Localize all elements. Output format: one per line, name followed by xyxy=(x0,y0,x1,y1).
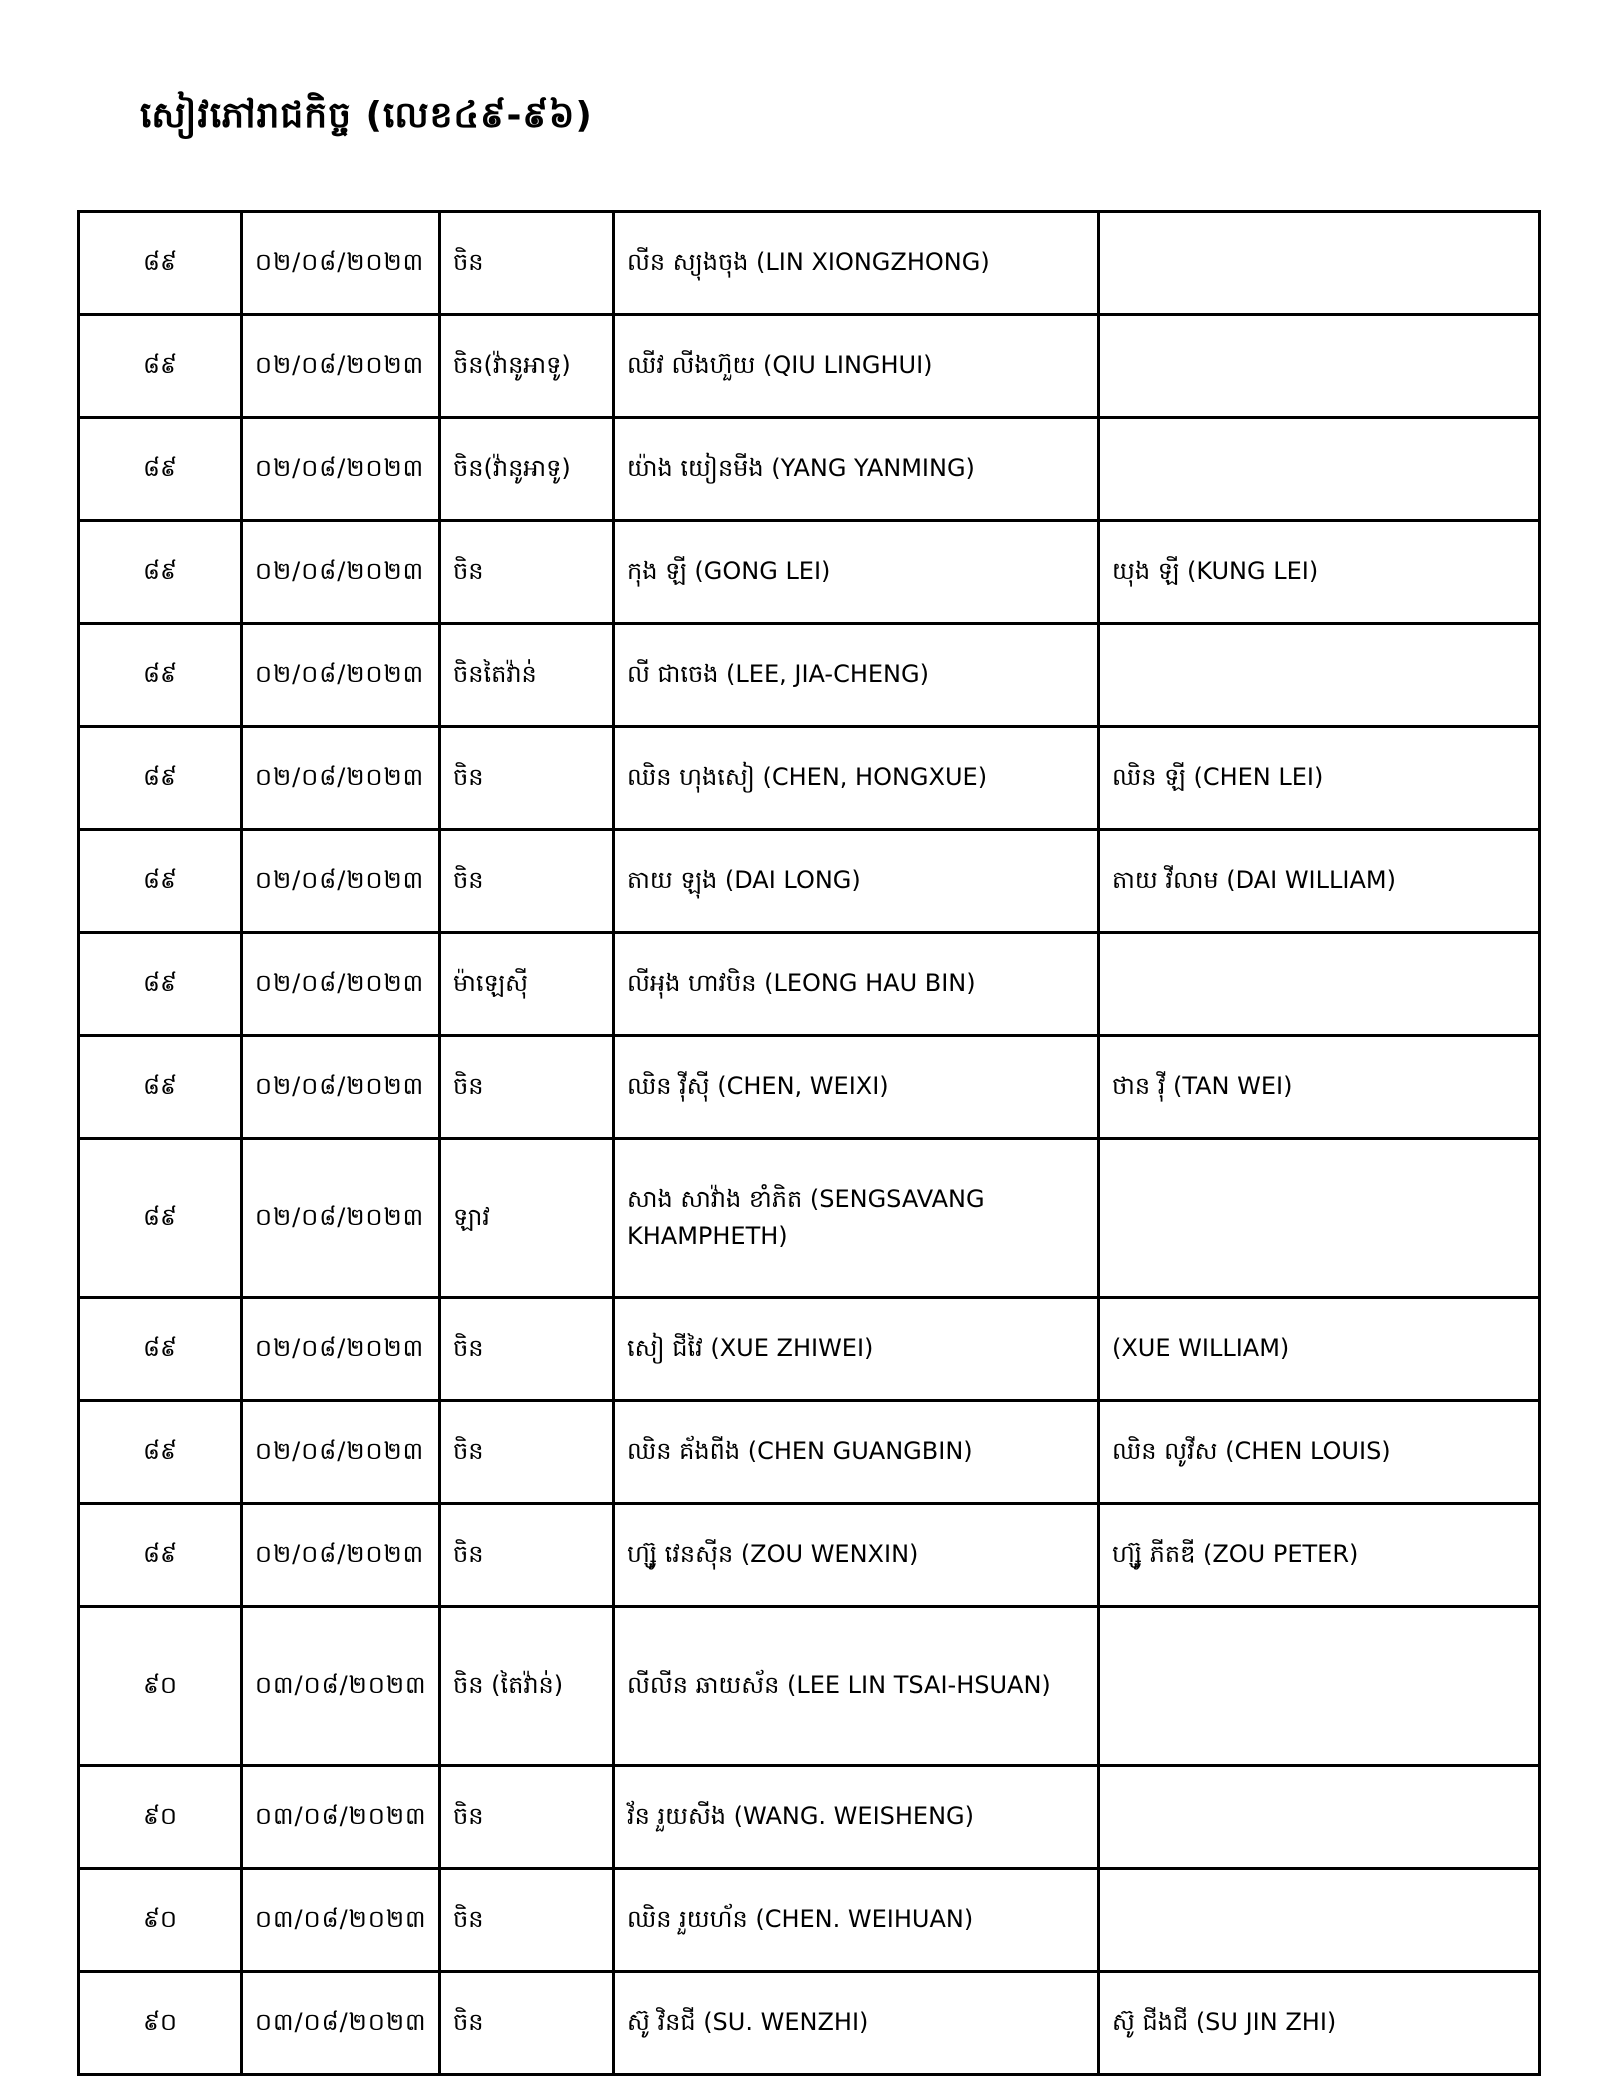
nationality-cell: ឡាវ xyxy=(440,1139,614,1298)
nationality-cell: ចិន xyxy=(440,1401,614,1504)
row-number-cell: ៨៩ xyxy=(79,1139,242,1298)
gazette-table xyxy=(77,210,1541,2076)
name-cell: ហ្ស៊ូ វេនស៊ីន (ZOU WENXIN) xyxy=(614,1504,1099,1607)
table-row xyxy=(79,1298,1540,1401)
table-row xyxy=(79,624,1540,727)
table-row xyxy=(79,1504,1540,1607)
name-cell: ឈិន វ៉ីស៊ី (CHEN, WEIXI) xyxy=(614,1036,1099,1139)
date-cell: ០២/០៨/២០២៣ xyxy=(242,1401,440,1504)
name-cell: លី ជាចេង (LEE, JIA-CHENG) xyxy=(614,624,1099,727)
nationality-cell: ចិន xyxy=(440,212,614,315)
other-name-cell xyxy=(1099,1869,1540,1972)
name-cell: កុង ឡី (GONG LEI) xyxy=(614,521,1099,624)
name-cell: សៀ ជីវៃ (XUE ZHIWEI) xyxy=(614,1298,1099,1401)
table-row xyxy=(79,933,1540,1036)
date-cell: ០២/០៨/២០២៣ xyxy=(242,933,440,1036)
other-name-cell xyxy=(1099,418,1540,521)
nationality-cell: ចិន xyxy=(440,727,614,830)
other-name-cell xyxy=(1099,315,1540,418)
name-cell: លីន ស្យុងចុង (LIN XIONGZHONG) xyxy=(614,212,1099,315)
name-cell: ឈិន គ័ងពីង (CHEN GUANGBIN) xyxy=(614,1401,1099,1504)
row-number-cell: ៨៩ xyxy=(79,315,242,418)
name-cell: តាយ ឡុង (DAI LONG) xyxy=(614,830,1099,933)
name-cell: ឈីវ លីងហ៊ួយ (QIU LINGHUI) xyxy=(614,315,1099,418)
nationality-cell: ចិន(វ៉ានូអាទូ) xyxy=(440,315,614,418)
other-name-cell: (XUE WILLIAM) xyxy=(1099,1298,1540,1401)
date-cell: ០២/០៨/២០២៣ xyxy=(242,1298,440,1401)
other-name-cell: ឈិន ឡី (CHEN LEI) xyxy=(1099,727,1540,830)
other-name-cell: ហ្ស៊ូ ភីតឌី (ZOU PETER) xyxy=(1099,1504,1540,1607)
table-row xyxy=(79,418,1540,521)
other-name-cell: តាយ វីលាម (DAI WILLIAM) xyxy=(1099,830,1540,933)
table-row xyxy=(79,315,1540,418)
date-cell: ០២/០៨/២០២៣ xyxy=(242,521,440,624)
date-cell: ០៣/០៨/២០២៣ xyxy=(242,1607,440,1766)
table-row xyxy=(79,212,1540,315)
other-name-cell: ឈិន លូវីស (CHEN LOUIS) xyxy=(1099,1401,1540,1504)
table-row xyxy=(79,1036,1540,1139)
name-cell: ឈិន រួយហ័ន (CHEN. WEIHUAN) xyxy=(614,1869,1099,1972)
date-cell: ០២/០៨/២០២៣ xyxy=(242,830,440,933)
gazette-table-body xyxy=(79,212,1540,2075)
other-name-cell xyxy=(1099,624,1540,727)
date-cell: ០៣/០៨/២០២៣ xyxy=(242,1869,440,1972)
nationality-cell: ចិន xyxy=(440,1869,614,1972)
row-number-cell: ៨៩ xyxy=(79,624,242,727)
name-cell: ឈិន ហុងសៀ (CHEN, HONGXUE) xyxy=(614,727,1099,830)
row-number-cell: ៨៩ xyxy=(79,212,242,315)
row-number-cell: ៩០ xyxy=(79,1607,242,1766)
other-name-cell: ស៊ូ ជីងជី (SU JIN ZHI) xyxy=(1099,1972,1540,2075)
row-number-cell: ៨៩ xyxy=(79,830,242,933)
date-cell: ០២/០៨/២០២៣ xyxy=(242,1036,440,1139)
row-number-cell: ៨៩ xyxy=(79,933,242,1036)
row-number-cell: ៨៩ xyxy=(79,727,242,830)
date-cell: ០២/០៨/២០២៣ xyxy=(242,418,440,521)
other-name-cell xyxy=(1099,1766,1540,1869)
date-cell: ០២/០៨/២០២៣ xyxy=(242,315,440,418)
row-number-cell: ៨៩ xyxy=(79,1504,242,1607)
row-number-cell: ៨៩ xyxy=(79,1298,242,1401)
row-number-cell: ៨៩ xyxy=(79,1401,242,1504)
name-cell: សាង សាវ៉ាង ខាំភិត (SENGSAVANG KHAMPHETH) xyxy=(614,1139,1099,1298)
table-row xyxy=(79,830,1540,933)
table-row xyxy=(79,1972,1540,2075)
name-cell: លីលីន ឆាយស័ន (LEE LIN TSAI-HSUAN) xyxy=(614,1607,1099,1766)
nationality-cell: ចិន xyxy=(440,1504,614,1607)
date-cell: ០៣/០៨/២០២៣ xyxy=(242,1972,440,2075)
nationality-cell: ចិន xyxy=(440,1766,614,1869)
other-name-cell: យុង ឡី (KUNG LEI) xyxy=(1099,521,1540,624)
nationality-cell: ចិនតៃវ៉ាន់ xyxy=(440,624,614,727)
other-name-cell xyxy=(1099,1607,1540,1766)
other-name-cell xyxy=(1099,1139,1540,1298)
date-cell: ០២/០៨/២០២៣ xyxy=(242,1504,440,1607)
row-number-cell: ៨៩ xyxy=(79,418,242,521)
date-cell: ០២/០៨/២០២៣ xyxy=(242,624,440,727)
row-number-cell: ៩០ xyxy=(79,1869,242,1972)
table-row xyxy=(79,1607,1540,1766)
name-cell: វ័ន រួយសីង (WANG. WEISHENG) xyxy=(614,1766,1099,1869)
other-name-cell: ថាន វ៉ី (TAN WEI) xyxy=(1099,1036,1540,1139)
other-name-cell xyxy=(1099,212,1540,315)
name-cell: ស៊ូ វិនជី (SU. WENZHI) xyxy=(614,1972,1099,2075)
page-title: សៀវភៅរាជកិច្ច (លេខ៤៩-៩៦) xyxy=(140,95,593,136)
nationality-cell: ចិន xyxy=(440,1972,614,2075)
table-row xyxy=(79,521,1540,624)
name-cell: លីអុង ហាវបិន (LEONG HAU BIN) xyxy=(614,933,1099,1036)
nationality-cell: ចិន (តៃវ៉ាន់) xyxy=(440,1607,614,1766)
row-number-cell: ៩០ xyxy=(79,1972,242,2075)
date-cell: ០៣/០៨/២០២៣ xyxy=(242,1766,440,1869)
table-row xyxy=(79,727,1540,830)
table-row xyxy=(79,1139,1540,1298)
date-cell: ០២/០៨/២០២៣ xyxy=(242,1139,440,1298)
date-cell: ០២/០៨/២០២៣ xyxy=(242,212,440,315)
nationality-cell: ចិន xyxy=(440,830,614,933)
nationality-cell: ចិន(វ៉ានូអាទូ) xyxy=(440,418,614,521)
nationality-cell: ម៉ាឡេស៊ី xyxy=(440,933,614,1036)
row-number-cell: ៨៩ xyxy=(79,521,242,624)
table-row xyxy=(79,1401,1540,1504)
other-name-cell xyxy=(1099,933,1540,1036)
nationality-cell: ចិន xyxy=(440,521,614,624)
date-cell: ០២/០៨/២០២៣ xyxy=(242,727,440,830)
row-number-cell: ៩០ xyxy=(79,1766,242,1869)
table-row xyxy=(79,1869,1540,1972)
table-row xyxy=(79,1766,1540,1869)
nationality-cell: ចិន xyxy=(440,1036,614,1139)
row-number-cell: ៨៩ xyxy=(79,1036,242,1139)
name-cell: យ៉ាង យៀនមីង (YANG YANMING) xyxy=(614,418,1099,521)
nationality-cell: ចិន xyxy=(440,1298,614,1401)
